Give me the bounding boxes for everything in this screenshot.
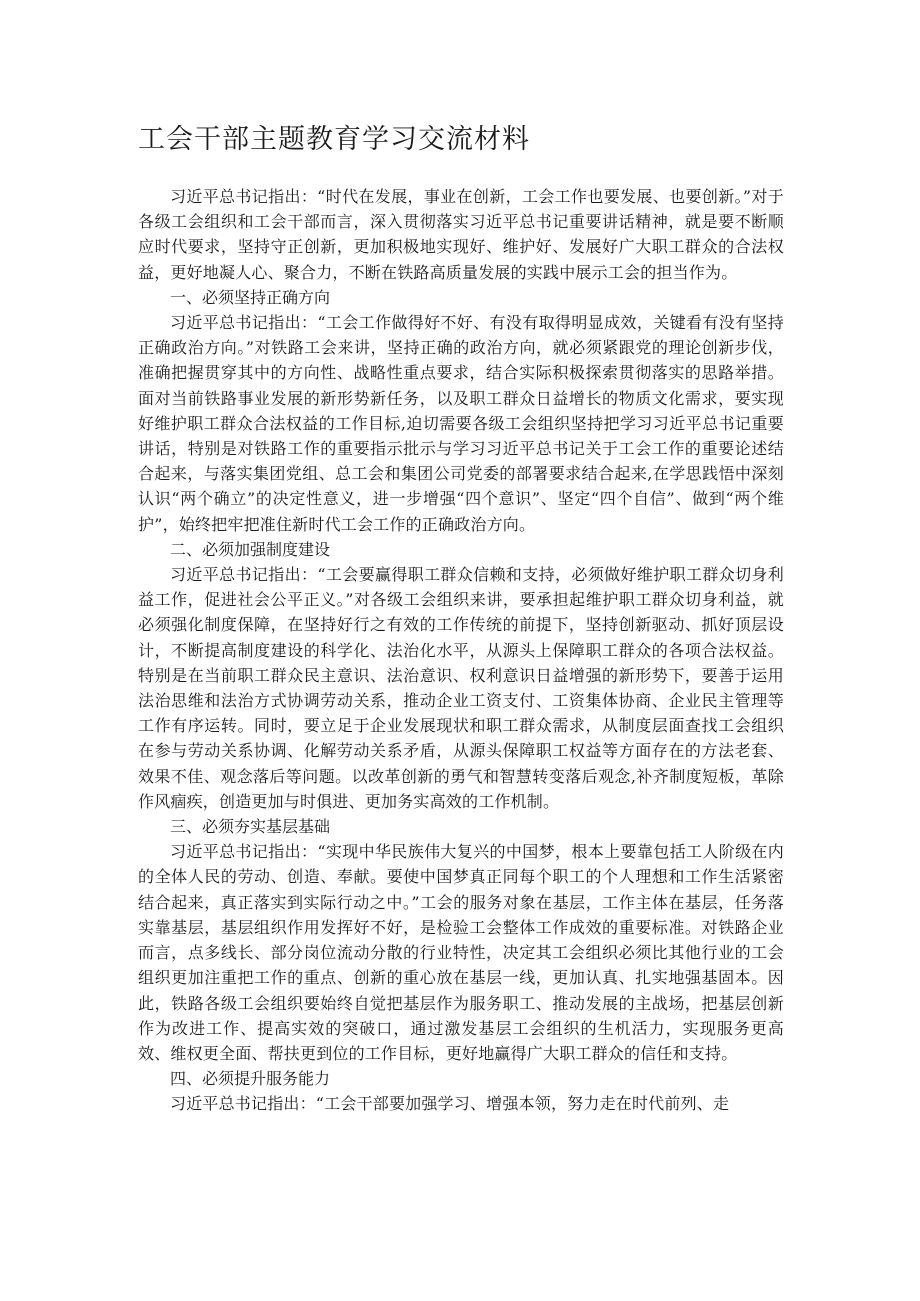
section-body-1: 习近平总书记指出：“工会工作做得好不好、有没有取得明显成效，关键看有没有坚持正确政治方向。”对铁路工会来讲，坚持正确的政治方向，就必须紧跟党的理论创新步伐，准确把握贯穿其中的方向性、战略性重点要求，结合实际积极探索贯彻落实的思路举措。面对当前铁路事业发展的新形势新任务，以及职工群众日益增长的物质文化需求，要实现好维护职工群众合法权益的工作目标,迫切需要各级工会组织坚持把学习习近平总书记重要讲话，特别是对铁路工作的重要指示批示与学习习近平总书记关于工会工作的重要论述结合起来，与落实集团党组、总工会和集团公司党委的部署要求结合起来,在学思践悟中深刻认识“两个确立”的决定性意义，进一步增强“四个意识”、坚定“四个自信”、做到“两个维护”，始终把牢把准住新时代工会工作的正确政治方向。 xyxy=(138,313,784,534)
document-title: 工会干部主题教育学习交流材料 xyxy=(138,124,530,155)
section-body-4: 习近平总书记指出：“工会干部要加强学习、增强本领，努力走在时代前列、走 xyxy=(170,1094,730,1114)
section-heading-2: 二、必须加强制度建设 xyxy=(170,539,331,559)
intro-paragraph: 习近平总书记指出：“时代在发展，事业在创新，工会工作也要发展、也要创新。”对于各级工会组织和工会干部而言，深入贯彻落实习近平总书记重要讲话精神，就是要不断顺应时代要求，坚持守正创新，更加积极地实现好、维护好、发展好广大职工群众的合法权益，更好地凝人心、聚合力，不断在铁路高质量发展的实践中展示工会的担当作为。 xyxy=(138,187,784,282)
section-body-3: 习近平总书记指出：“实现中华民族伟大复兴的中国梦，根本上要靠包括工人阶级在内的全体人民的劳动、创造、奉献。要使中国梦真正同每个职工的个人理想和工作生活紧密结合起来，真正落实到实际行动之中。”工会的服务对象在基层，工作主体在基层，任务落实靠基层，基层组织作用发挥好不好，是检验工会整体工作成效的重要标准。对铁路企业而言，点多线长、部分岗位流动分散的行业特性，决定其工会组织必须比其他行业的工会组织更加注重把工作的重点、创新的重心放在基层一线，更加认真、扎实地强基固本。因此，铁路各级工会组织要始终自觉把基层作为服务职工、推动发展的主战场，把基层创新作为改进工作、提高实效的突破口，通过激发基层工会组织的生机活力，实现服务更高效、维权更全面、帮扶更到位的工作目标，更好地赢得广大职工群众的信任和支持。 xyxy=(138,842,784,1063)
section-heading-3: 三、必须夯实基层基础 xyxy=(170,817,331,837)
section-heading-4: 四、必须提升服务能力 xyxy=(170,1069,331,1089)
section-body-2: 习近平总书记指出：“工会要赢得职工群众信赖和支持，必须做好维护职工群众切身利益工作，促进社会公平正义。”对各级工会组织来讲，要承担起维护职工群众切身利益，就必须强化制度保障，在坚持好行之有效的工作传统的前提下，坚持创新驱动、抓好顶层设计，不断提高制度建设的科学化、法治化水平，从源头上保障职工群众的各项合法权益。特别是在当前职工群众民主意识、法治意识、权利意识日益增强的新形势下，要善于运用法治思维和法治方式协调劳动关系，推动企业工资支付、工资集体协商、企业民主管理等工作有序运转。同时，要立足于企业发展现状和职工群众需求，从制度层面查找工会组织在参与劳动关系协调、化解劳动关系矛盾，从源头保障职工权益等方面存在的方法老套、效果不佳、观念落后等问题。以改革创新的勇气和智慧转变落后观念,补齐制度短板，革除作风痼疾，创造更加与时俱进、更加务实高效的工作机制。 xyxy=(138,565,784,811)
section-heading-1: 一、必须坚持正确方向 xyxy=(170,287,331,307)
document-page xyxy=(138,120,784,1117)
